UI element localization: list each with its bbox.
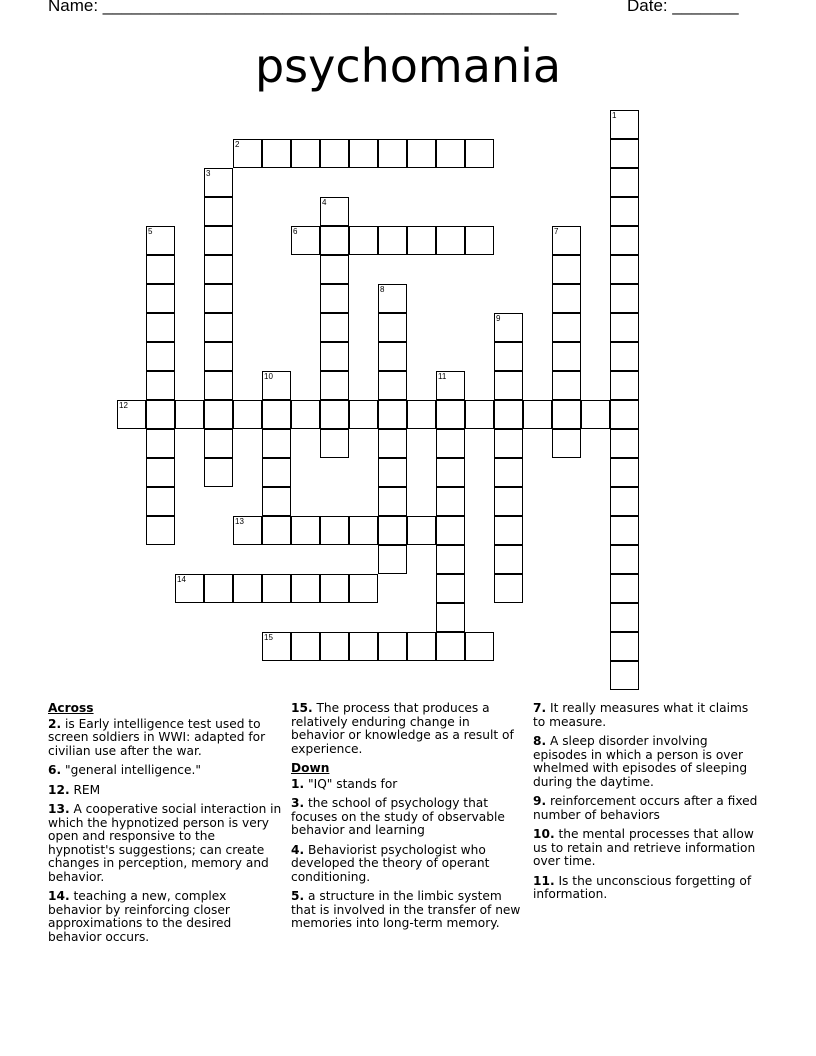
clue-text: A cooperative social interaction in which the hypnotized person is very open and responsive to the hypnotist's suggestions; can create changes in perception, memory and behavior.	[48, 802, 282, 884]
grid-cell[interactable]	[146, 458, 175, 487]
grid-cell[interactable]	[204, 284, 233, 313]
grid-cell[interactable]	[262, 400, 291, 429]
grid-cell[interactable]	[204, 255, 233, 284]
grid-cell[interactable]	[204, 371, 233, 400]
grid-cell[interactable]	[436, 603, 465, 632]
clues-column-1	[48, 702, 282, 950]
across-heading: Across	[48, 701, 94, 715]
clues-column-3	[533, 702, 761, 908]
grid-cell[interactable]	[465, 226, 494, 255]
grid-cell[interactable]	[204, 197, 233, 226]
grid-cell[interactable]	[262, 487, 291, 516]
grid-cell[interactable]	[552, 313, 581, 342]
grid-cell[interactable]	[407, 400, 436, 429]
clue-number-label: 2	[235, 140, 240, 149]
clue-down-1	[291, 778, 527, 792]
grid-cell[interactable]	[349, 226, 378, 255]
grid-cell[interactable]	[349, 632, 378, 661]
grid-cell[interactable]	[436, 574, 465, 603]
grid-cell[interactable]	[465, 400, 494, 429]
date-label: Date: _______	[627, 0, 739, 15]
grid-cell[interactable]	[581, 400, 610, 429]
clue-number: 12.	[48, 782, 70, 797]
grid-cell[interactable]	[291, 139, 320, 168]
grid-cell[interactable]	[552, 429, 581, 458]
clue-across-14	[48, 890, 282, 944]
grid-cell[interactable]	[407, 226, 436, 255]
grid-cell[interactable]	[378, 371, 407, 400]
grid-cell[interactable]	[175, 400, 204, 429]
name-label: Name: ________________________________________________	[48, 0, 557, 15]
clue-number-label: 8	[380, 285, 385, 294]
clue-text: REM	[69, 782, 101, 797]
grid-cell[interactable]	[610, 400, 639, 429]
grid-cell[interactable]	[146, 342, 175, 371]
grid-cell[interactable]	[494, 458, 523, 487]
clue-down-11	[533, 875, 761, 902]
clue-across-15	[291, 702, 527, 756]
grid-cell[interactable]	[291, 516, 320, 545]
clue-text: A sleep disorder involving episodes in which a person is over whelmed with episodes of sleeping during the daytime.	[533, 734, 748, 789]
grid-cell[interactable]	[146, 429, 175, 458]
clue-number: 5.	[291, 889, 305, 903]
grid-cell[interactable]	[378, 400, 407, 429]
grid-cell[interactable]	[436, 632, 465, 661]
clue-number-label: 11	[438, 372, 447, 381]
grid-cell[interactable]	[610, 371, 639, 400]
grid-cell[interactable]	[146, 400, 175, 429]
clue-number-label: 5	[148, 227, 153, 236]
clue-number-label: 4	[322, 198, 327, 207]
grid-cell[interactable]	[320, 400, 349, 429]
grid-cell[interactable]	[610, 574, 639, 603]
down-heading: Down	[291, 761, 330, 775]
clue-text: The process that produces a relatively enduring change in behavior or knowledge as a result of experience.	[291, 701, 514, 756]
grid-cell[interactable]	[436, 226, 465, 255]
grid-cell[interactable]	[378, 313, 407, 342]
clue-across-2	[48, 718, 282, 759]
grid-cell[interactable]	[233, 400, 262, 429]
clue-number: 13.	[48, 802, 70, 816]
grid-cell[interactable]	[320, 574, 349, 603]
grid-cell[interactable]	[407, 139, 436, 168]
grid-cell[interactable]	[378, 139, 407, 168]
grid-cell[interactable]	[436, 400, 465, 429]
grid-cell[interactable]	[349, 139, 378, 168]
clue-down-8	[533, 735, 761, 789]
grid-cell[interactable]	[436, 429, 465, 458]
grid-cell[interactable]	[320, 632, 349, 661]
clue-number: 7.	[533, 701, 547, 715]
clue-across-12	[48, 784, 282, 798]
grid-cell[interactable]	[407, 516, 436, 545]
clue-number: 4.	[291, 842, 305, 857]
clue-text: a structure in the limbic system that is involved in the transfer of new memories into long-term memory.	[291, 889, 521, 930]
grid-cell[interactable]	[320, 429, 349, 458]
grid-cell[interactable]	[610, 342, 639, 371]
grid-cell[interactable]	[552, 400, 581, 429]
clue-number-label: 15	[264, 633, 273, 642]
grid-cell[interactable]	[378, 458, 407, 487]
clue-text: Is the unconscious forgetting of information.	[533, 873, 752, 901]
grid-cell[interactable]	[610, 632, 639, 661]
clue-number: 9.	[533, 794, 547, 808]
grid-cell[interactable]	[378, 516, 407, 545]
clue-text: the school of psychology that focuses on the study of observable behavior and learning	[291, 796, 505, 837]
grid-cell[interactable]	[494, 487, 523, 516]
clue-across-13	[48, 803, 282, 884]
grid-cell[interactable]	[320, 284, 349, 313]
grid-cell[interactable]	[146, 313, 175, 342]
clue-text: the mental processes that allow us to retain and retrieve information over time.	[533, 827, 756, 868]
clues-column-2	[291, 702, 527, 937]
grid-cell[interactable]	[146, 284, 175, 313]
clue-number: 10.	[533, 827, 555, 841]
clue-number-label: 3	[206, 169, 211, 178]
grid-cell[interactable]	[436, 516, 465, 545]
puzzle-title: psychomania	[254, 39, 562, 93]
grid-cell[interactable]	[320, 139, 349, 168]
grid-cell[interactable]	[146, 371, 175, 400]
clue-number: 6.	[48, 763, 62, 777]
grid-cell[interactable]	[610, 284, 639, 313]
grid-cell[interactable]	[465, 632, 494, 661]
grid-cell[interactable]	[349, 516, 378, 545]
grid-cell[interactable]	[494, 545, 523, 574]
grid-cell[interactable]	[204, 574, 233, 603]
clue-down-9	[533, 795, 761, 822]
grid-cell[interactable]	[291, 574, 320, 603]
grid-cell[interactable]	[552, 371, 581, 400]
clue-number-label: 12	[119, 401, 128, 410]
clue-text: Behaviorist psychologist who developed the theory of operant conditioning.	[291, 842, 490, 884]
grid-cell[interactable]	[436, 458, 465, 487]
grid-cell[interactable]	[610, 661, 639, 690]
clue-down-5	[291, 890, 527, 931]
grid-cell[interactable]	[204, 458, 233, 487]
clue-text: It really measures what it claims to measure.	[533, 701, 749, 729]
clue-across-6	[48, 764, 282, 778]
grid-cell[interactable]	[552, 342, 581, 371]
grid-cell[interactable]	[378, 545, 407, 574]
clue-number-label: 7	[554, 227, 559, 236]
grid-cell[interactable]	[262, 574, 291, 603]
grid-cell[interactable]	[349, 574, 378, 603]
grid-cell[interactable]	[204, 342, 233, 371]
grid-cell[interactable]	[610, 458, 639, 487]
grid-cell[interactable]	[610, 226, 639, 255]
grid-cell[interactable]	[436, 487, 465, 516]
clue-number-label: 1	[612, 111, 617, 120]
grid-cell[interactable]	[204, 226, 233, 255]
grid-cell[interactable]	[320, 371, 349, 400]
grid-cell[interactable]	[494, 429, 523, 458]
clue-number: 1.	[291, 776, 305, 791]
grid-cell[interactable]	[349, 400, 378, 429]
grid-cell[interactable]	[320, 313, 349, 342]
grid-cell[interactable]	[204, 313, 233, 342]
grid-cell[interactable]	[320, 516, 349, 545]
grid-cell[interactable]	[494, 574, 523, 603]
grid-cell[interactable]	[378, 226, 407, 255]
grid-cell[interactable]	[436, 139, 465, 168]
clue-number: 8.	[533, 734, 547, 748]
clue-down-7	[533, 702, 761, 729]
grid-cell[interactable]	[378, 429, 407, 458]
grid-cell[interactable]	[378, 632, 407, 661]
grid-cell[interactable]	[610, 545, 639, 574]
grid-cell[interactable]	[552, 255, 581, 284]
grid-cell[interactable]	[610, 429, 639, 458]
grid-cell[interactable]	[610, 313, 639, 342]
grid-cell[interactable]	[552, 284, 581, 313]
clue-text: "general intelligence."	[61, 763, 201, 777]
clue-number-label: 6	[293, 227, 298, 236]
clue-down-3	[291, 797, 527, 838]
grid-cell[interactable]	[262, 429, 291, 458]
grid-cell[interactable]	[523, 400, 552, 429]
clue-text: reinforcement occurs after a fixed number of behaviors	[533, 794, 758, 822]
grid-cell[interactable]	[494, 371, 523, 400]
grid-cell[interactable]	[204, 429, 233, 458]
grid-cell[interactable]	[320, 342, 349, 371]
clue-number-label: 9	[496, 314, 501, 323]
grid-cell[interactable]	[262, 458, 291, 487]
grid-cell[interactable]	[320, 226, 349, 255]
grid-cell[interactable]	[610, 168, 639, 197]
grid-cell[interactable]	[407, 632, 436, 661]
clue-down-10	[533, 828, 761, 869]
grid-cell[interactable]	[610, 139, 639, 168]
clue-number: 3.	[291, 796, 305, 810]
grid-cell[interactable]	[494, 516, 523, 545]
grid-cell[interactable]	[465, 139, 494, 168]
grid-cell[interactable]	[610, 516, 639, 545]
grid-cell[interactable]	[146, 516, 175, 545]
clue-number-label: 13	[235, 517, 244, 526]
clue-number-label: 14	[177, 575, 186, 584]
clue-text: teaching a new, complex behavior by reinforcing closer approximations to the desired behavior occurs.	[48, 889, 232, 944]
grid-cell[interactable]	[494, 342, 523, 371]
grid-cell[interactable]	[146, 255, 175, 284]
grid-cell[interactable]	[610, 255, 639, 284]
clue-text: is Early intelligence test used to screen soldiers in WWI: adapted for civilian use after the war.	[48, 716, 266, 758]
grid-cell[interactable]	[262, 516, 291, 545]
clue-number-label: 10	[264, 372, 273, 381]
clue-down-4	[291, 844, 527, 885]
grid-cell[interactable]	[320, 255, 349, 284]
clue-number: 15.	[291, 701, 313, 715]
grid-cell[interactable]	[378, 342, 407, 371]
grid-cell[interactable]	[610, 603, 639, 632]
grid-cell[interactable]	[291, 400, 320, 429]
grid-cell[interactable]	[204, 400, 233, 429]
grid-cell[interactable]	[291, 632, 320, 661]
grid-cell[interactable]	[262, 139, 291, 168]
grid-cell[interactable]	[610, 197, 639, 226]
grid-cell[interactable]	[494, 400, 523, 429]
grid-cell[interactable]	[233, 574, 262, 603]
clue-number: 11.	[533, 873, 555, 888]
clue-number: 14.	[48, 889, 70, 903]
clue-number: 2.	[48, 716, 62, 731]
grid-cell[interactable]	[436, 545, 465, 574]
grid-cell[interactable]	[146, 487, 175, 516]
grid-cell[interactable]	[378, 487, 407, 516]
grid-cell[interactable]	[610, 487, 639, 516]
clue-text: "IQ" stands for	[304, 776, 398, 791]
